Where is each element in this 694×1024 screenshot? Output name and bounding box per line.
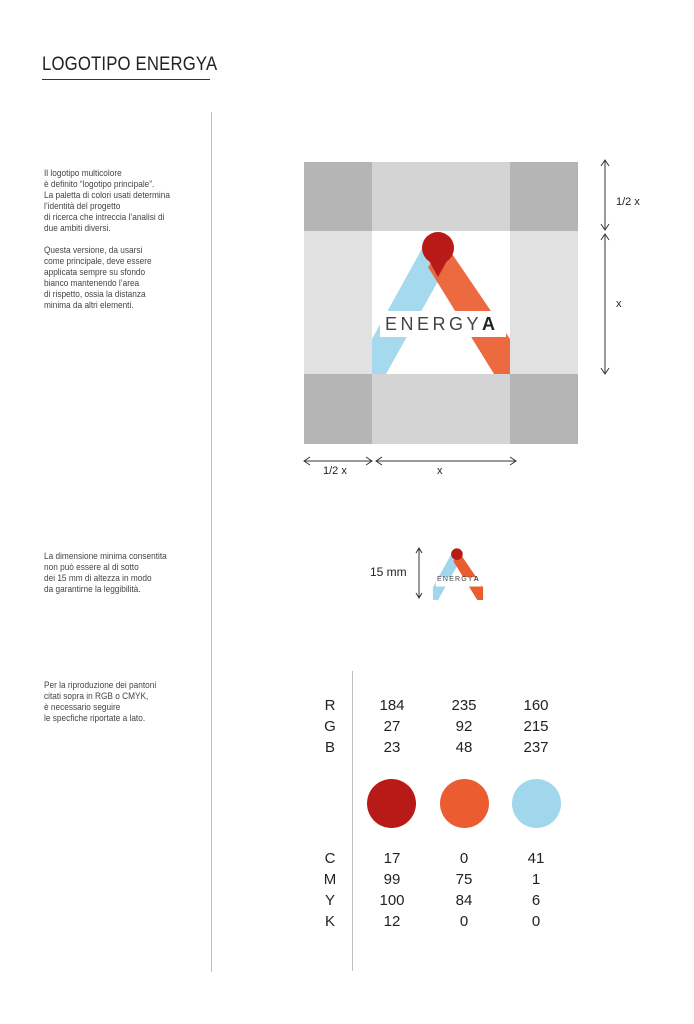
lightblue-b: 237 <box>523 739 549 756</box>
column-divider <box>211 112 212 972</box>
intro-paragraph-1: Il logotipo multicolore è definito “logotipo principale”. La paletta di colori usati determina l’identità del progetto di ricerca che intreccia l’analisi di due ambiti diversi. <box>44 168 170 233</box>
orange-m: 75 <box>455 871 473 888</box>
minsize-label: 15 mm <box>370 565 407 579</box>
red-m: 99 <box>383 871 401 888</box>
small-logo-top-circle <box>451 548 463 560</box>
lightblue-r: 160 <box>523 697 549 714</box>
dimension-x-bottom: x <box>437 465 443 477</box>
energya-logo <box>372 231 510 374</box>
intro-text <box>44 168 188 311</box>
swatch-red <box>367 779 416 828</box>
cmyk-labels <box>310 848 350 932</box>
orange-r: 235 <box>451 697 477 714</box>
logo-wordmark <box>385 314 499 335</box>
label-b: B <box>324 739 335 756</box>
red-k: 12 <box>383 913 401 930</box>
lightblue-k: 0 <box>531 913 541 930</box>
corner-bottom-right <box>510 374 578 444</box>
red-y: 100 <box>379 892 405 909</box>
small-wordmark-text: ENERGY <box>437 576 474 583</box>
title-underline <box>42 79 210 80</box>
swatch-lightblue <box>512 779 561 828</box>
orange-c: 0 <box>459 850 469 867</box>
orange-k: 0 <box>459 913 469 930</box>
wordmark-accent: A <box>482 314 499 334</box>
rgb-values-lightblue <box>516 695 556 758</box>
page-title: LOGOTIPO ENERGYA <box>42 54 218 75</box>
label-m: M <box>323 871 337 888</box>
corner-top-right <box>510 162 578 231</box>
colors-paragraph: Per la riproduzione dei pantoni citati sopra in RGB o CMYK, è necessario seguire le specfiche riportate a lato. <box>44 680 157 723</box>
label-g: G <box>324 718 336 735</box>
corner-top-left <box>304 162 372 231</box>
small-wordmark-accent: A <box>473 576 481 583</box>
label-y: Y <box>324 892 335 909</box>
red-r: 184 <box>379 697 405 714</box>
cmyk-values-red <box>372 848 412 932</box>
orange-g: 92 <box>455 718 473 735</box>
corner-bottom-left <box>304 374 372 444</box>
lightblue-c: 41 <box>527 850 545 867</box>
dimension-x-right: x <box>616 298 622 310</box>
label-r: R <box>324 697 336 714</box>
minsize-text <box>44 551 188 595</box>
label-k: K <box>324 913 335 930</box>
edge-bottom <box>372 374 510 444</box>
intro-paragraph-2: Questa versione, da usarsi come principale, deve essere applicata sempre su sfondo bianco mantenendo l’area di rispetto, ossia la distanza minima da altri elementi. <box>44 245 152 310</box>
orange-b: 48 <box>455 739 473 756</box>
lightblue-y: 6 <box>531 892 541 909</box>
color-table-divider <box>352 671 353 971</box>
label-c: C <box>324 850 336 867</box>
wordmark-text: ENERGY <box>385 314 483 334</box>
orange-y: 84 <box>455 892 473 909</box>
edge-top <box>372 162 510 231</box>
swatch-orange <box>440 779 489 828</box>
red-c: 17 <box>383 850 401 867</box>
rgb-labels <box>310 695 350 758</box>
vertical-dimension-arrows <box>598 158 612 378</box>
rgb-values-orange <box>444 695 484 758</box>
dimension-half-x-bottom: 1/2 x <box>323 465 347 477</box>
energya-logo-small <box>432 548 484 600</box>
rgb-values-red <box>372 695 412 758</box>
minsize-arrow <box>413 546 425 600</box>
red-g: 27 <box>383 718 401 735</box>
colors-text <box>44 680 188 724</box>
red-b: 23 <box>383 739 401 756</box>
lightblue-g: 215 <box>523 718 549 735</box>
logo-mark <box>372 232 510 374</box>
cmyk-values-orange <box>444 848 484 932</box>
small-logo-wordmark <box>437 576 480 583</box>
lightblue-m: 1 <box>531 871 541 888</box>
cmyk-values-lightblue <box>516 848 556 932</box>
minsize-paragraph: La dimensione minima consentita non può essere al di sotto dei 15 mm di altezza in modo da garantirne la leggibilità. <box>44 551 167 594</box>
dimension-half-x-right: 1/2 x <box>616 196 640 208</box>
